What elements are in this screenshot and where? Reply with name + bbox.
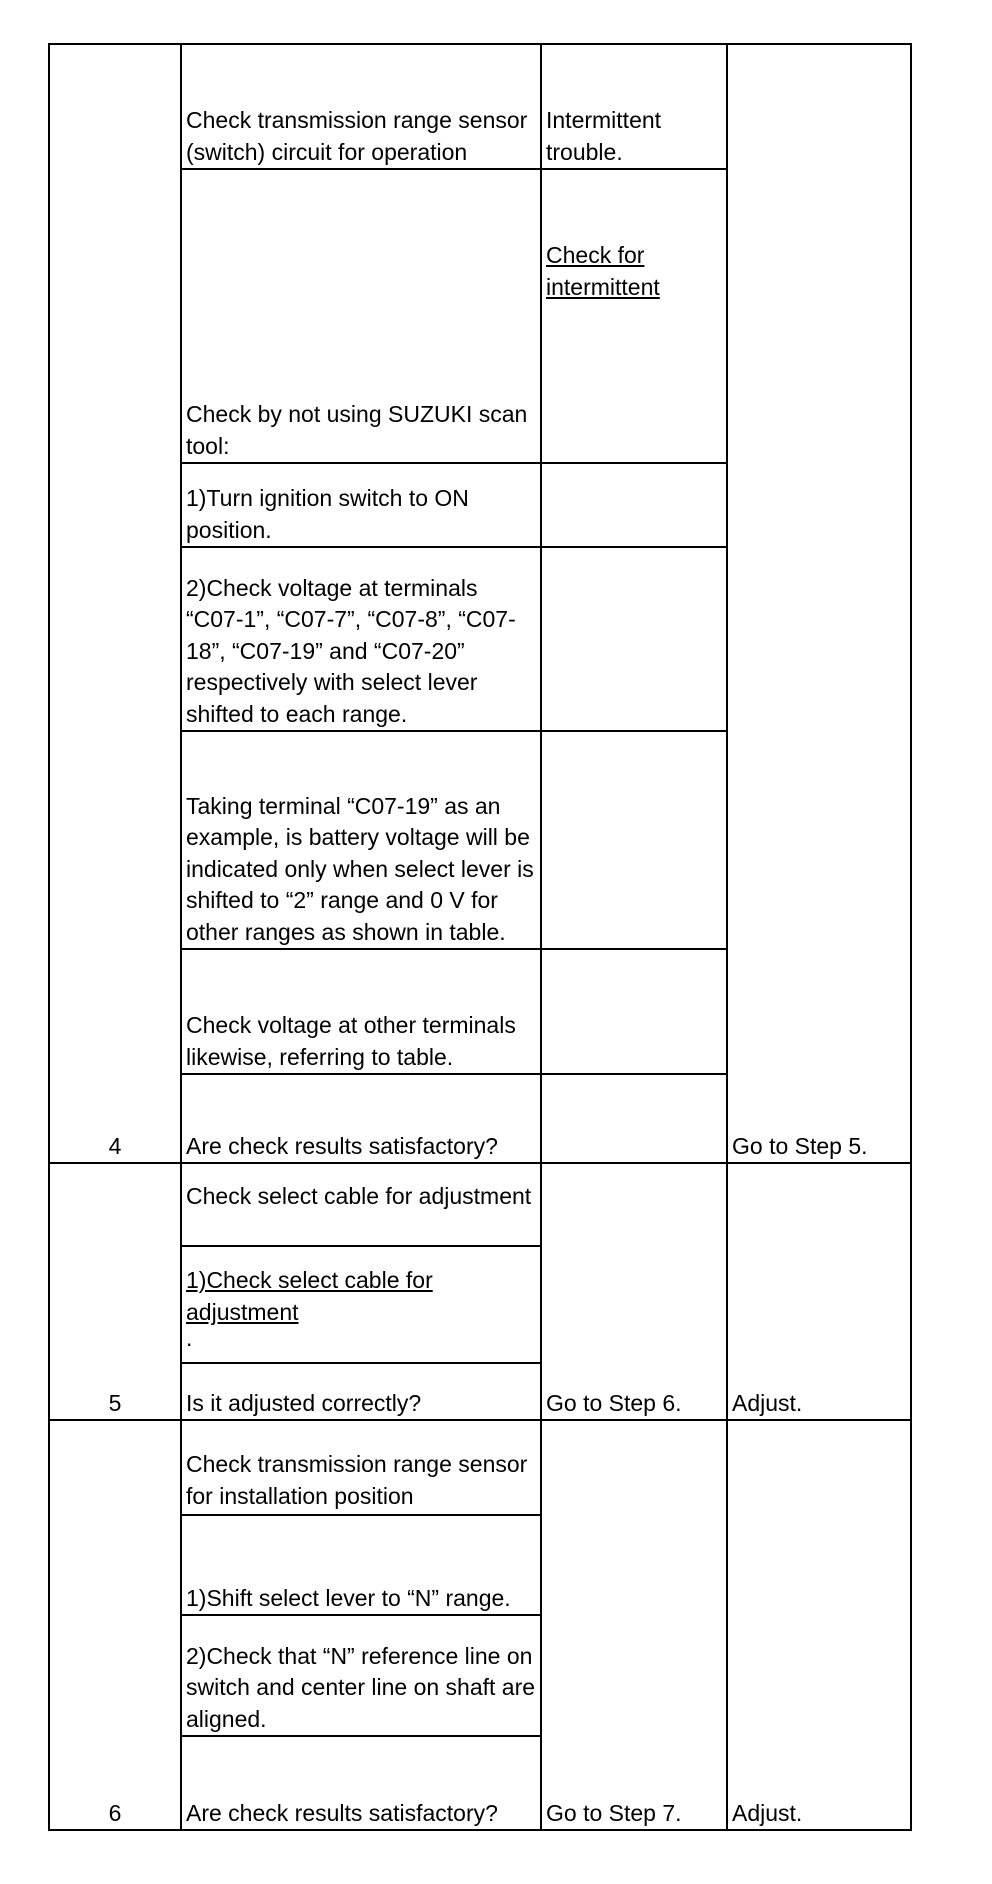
select-cable-adjustment-link[interactable]: 1)Check select cable for adjustment [186, 1267, 433, 1325]
column-divider-step [180, 43, 182, 1831]
action-text: 2)Check voltage at terminals “C07-1”, “C07-7”, “C07-8”, “C07-18”, “C07-19” and “C07-20” respectively with select lever shifted to each range. [186, 574, 516, 727]
table-border-bottom [48, 1829, 912, 1831]
action-text: Are check results satisfactory? [186, 1132, 498, 1159]
action-text: 1)Shift select lever to “N” range. [186, 1584, 511, 1611]
table-border-right [910, 43, 912, 1831]
step-number: 4 [108, 1132, 122, 1159]
action-text: 1)Turn ignition switch to ON position. [186, 485, 469, 543]
yes-result: Intermittent trouble. [546, 107, 662, 165]
step-number: 5 [108, 1389, 122, 1416]
no-result: Go to Step 5. [732, 1132, 868, 1159]
action-text: . [186, 1325, 193, 1351]
action-text: Taking terminal “C07-19” as an example, is battery voltage will be indicated only when select lever is shifted to “2” range and 0 V for other ranges as shown in table. [186, 792, 534, 945]
cell-divider [180, 1245, 542, 1247]
no-result: Adjust. [732, 1389, 803, 1416]
action-text: Is it adjusted correctly? [186, 1389, 422, 1416]
intermittent-check-link[interactable]: Check for intermittent [546, 242, 660, 300]
action-text: Check voltage at other terminals likewise, referring to table. [186, 1012, 516, 1070]
step-number: 6 [108, 1799, 122, 1826]
action-text: Check by not using SUZUKI scan tool: [186, 401, 528, 459]
action-text: 2)Check that “N” reference line on switch and center line on shaft are aligned. [186, 1642, 536, 1732]
no-result: Adjust. [732, 1799, 803, 1826]
yes-result: Go to Step 7. [546, 1799, 682, 1826]
action-text: Are check results satisfactory? [186, 1799, 498, 1826]
column-divider-action [540, 43, 542, 1831]
column-divider-yes [726, 43, 728, 1831]
action-text: Check select cable for adjustment [186, 1183, 532, 1209]
action-text: Check transmission range sensor for installation position [186, 1451, 528, 1509]
yes-result: Go to Step 6. [546, 1389, 682, 1416]
action-text: Check transmission range sensor (switch) circuit for operation [186, 107, 528, 165]
